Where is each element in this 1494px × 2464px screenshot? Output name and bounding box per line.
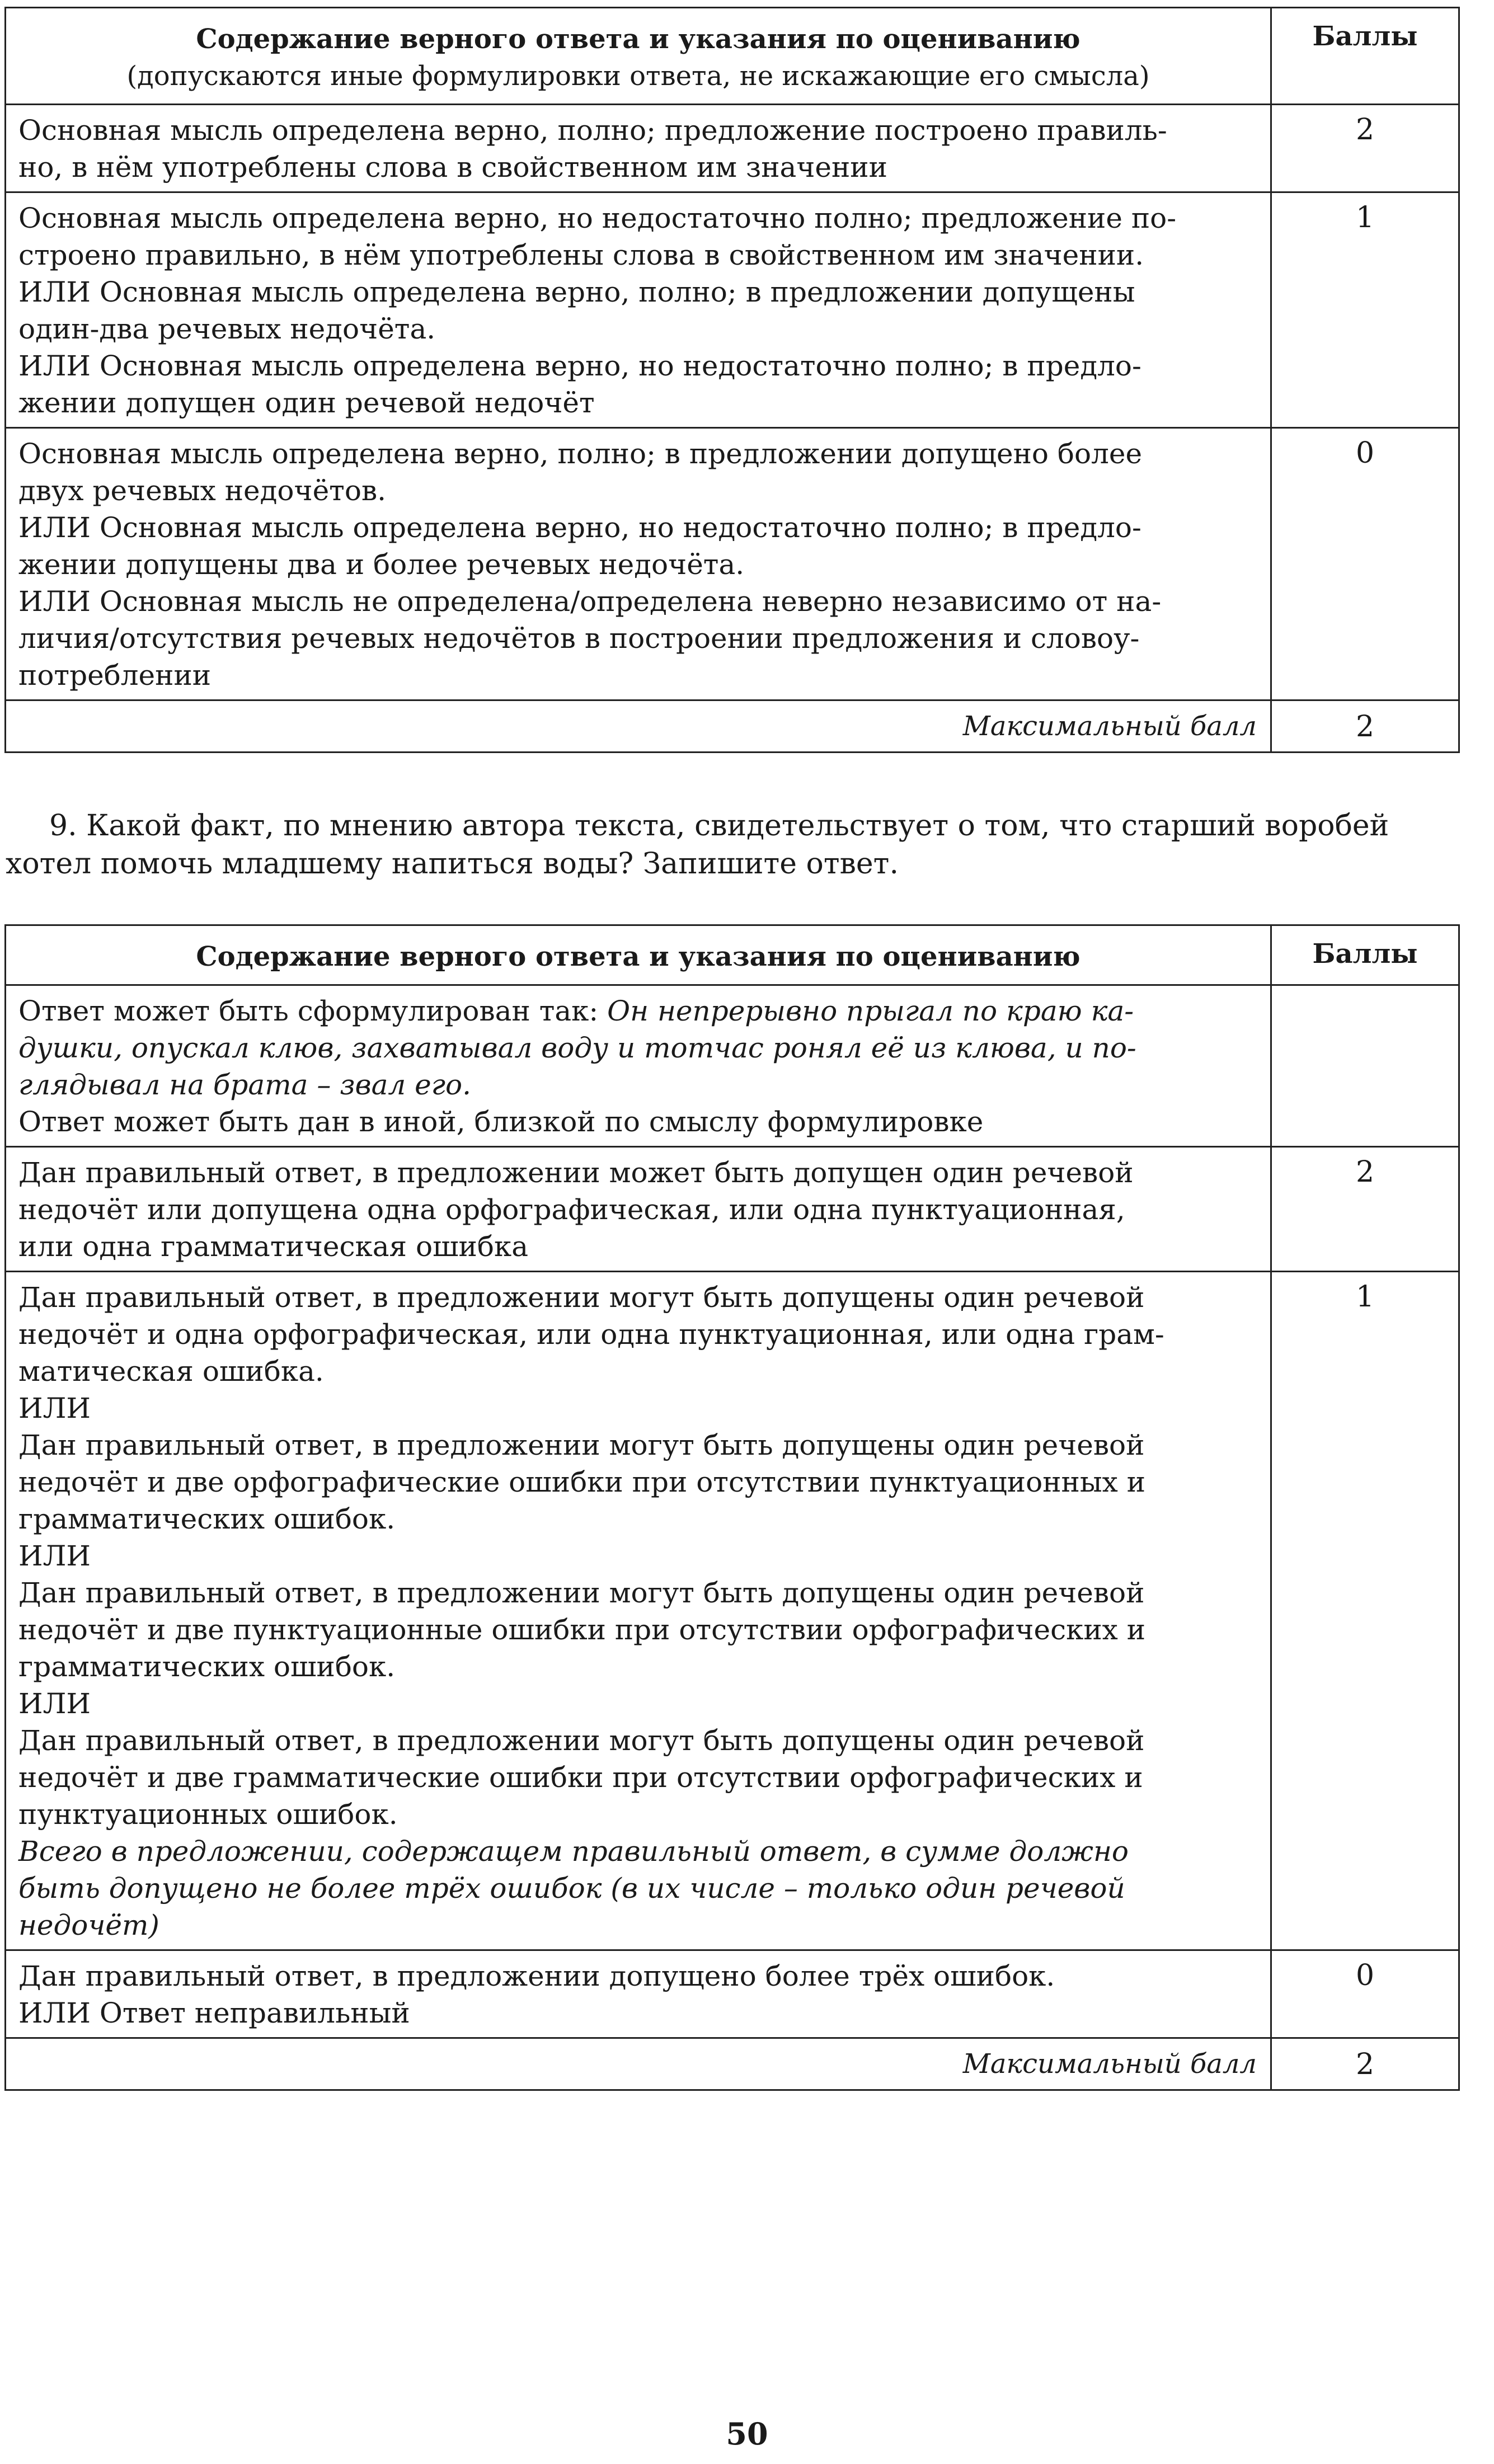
criterion-line: ИЛИ — [18, 1540, 91, 1572]
score-cell: 2 — [1271, 1147, 1459, 1272]
max-score-row — [6, 2038, 1459, 2090]
criterion-line: ИЛИ Основная мысль не определена/определена неверно независимо от на- — [18, 585, 1162, 618]
content-header: Содержание верного ответа и указания по оцениванию — [6, 925, 1271, 985]
criterion-line: ИЛИ Основная мысль определена верно, но недостаточно полно; в предло- — [18, 350, 1141, 382]
criterion-line: Основная мысль определена верно, но недостаточно полно; предложение по- — [18, 202, 1177, 234]
table-header-row — [6, 925, 1459, 985]
table-row — [6, 1272, 1459, 1950]
criterion-line: ИЛИ — [18, 1687, 91, 1720]
criterion-cell — [6, 1272, 1271, 1950]
max-score-label: Максимальный балл — [6, 700, 1271, 753]
criterion-cell — [6, 1147, 1271, 1272]
answer-sample: Он непрерывно прыгал по краю ка- — [607, 995, 1134, 1027]
page-number: 50 — [726, 2416, 768, 2452]
criterion-line: ИЛИ Основная мысль определена верно, но недостаточно полно; в предло- — [18, 511, 1141, 544]
table-header-row — [6, 8, 1459, 105]
max-score-label: Максимальный балл — [6, 2038, 1271, 2090]
criterion-line: недочёт и две грамматические ошибки при отсутствии орфографических и — [18, 1761, 1143, 1794]
max-score-value: 2 — [1271, 2038, 1459, 2090]
criterion-note: недочёт) — [18, 1909, 159, 1941]
score-cell: 1 — [1271, 1272, 1459, 1950]
criterion-line: недочёт и одна орфографическая, или одна пунктуационная, или одна грам- — [18, 1318, 1164, 1351]
score-cell-empty — [1271, 985, 1459, 1147]
criterion-line: потреблении — [18, 659, 212, 692]
criterion-line: Дан правильный ответ, в предложении может быть допущен один речевой — [18, 1156, 1134, 1189]
criterion-note: быть допущено не более трёх ошибок (в их числе – только один речевой — [18, 1872, 1125, 1905]
criterion-line: пунктуационных ошибок. — [18, 1798, 398, 1831]
answer-line — [18, 993, 1259, 1029]
criterion-line: недочёт и две орфографические ошибки при отсутствии пунктуационных и — [18, 1466, 1146, 1498]
table-row — [6, 985, 1459, 1147]
score-header: Баллы — [1271, 925, 1459, 985]
criterion-line: грамматических ошибок. — [18, 1650, 396, 1683]
criterion-cell — [6, 192, 1271, 428]
criterion-line: или одна грамматическая ошибка — [18, 1230, 529, 1263]
criterion-line: но, в нём употреблены слова в свойственном им значении — [18, 151, 887, 184]
table-row — [6, 105, 1459, 192]
criterion-cell — [6, 1950, 1271, 2038]
criterion-line: жении допущены два и более речевых недочёта. — [18, 548, 745, 581]
score-cell: 1 — [1271, 192, 1459, 428]
table-row — [6, 428, 1459, 700]
max-score-value: 2 — [1271, 700, 1459, 753]
answer-note: Ответ может быть дан в иной, близкой по смыслу формулировке — [18, 1106, 984, 1138]
criterion-line: ИЛИ — [18, 1392, 91, 1424]
question-line: 9. Какой факт, по мнению автора текста, свидетельствует о том, что старший воробей — [49, 809, 1389, 843]
score-header: Баллы — [1271, 8, 1459, 105]
criterion-line: жении допущен один речевой недочёт — [18, 387, 595, 419]
score-cell: 0 — [1271, 428, 1459, 700]
answer-sample: глядывал на брата – звал его. — [18, 1069, 472, 1101]
criterion-line: строено правильно, в нём употреблены слова в свойственном им значении. — [18, 239, 1144, 271]
criterion-line: двух речевых недочётов. — [18, 474, 386, 507]
question-9 — [6, 807, 1458, 883]
grading-table-1 — [4, 7, 1460, 753]
header-subtitle: (допускаются иные формулировки ответа, не искажающие его смысла) — [126, 60, 1150, 92]
grading-table-2 — [4, 924, 1460, 2091]
table-row — [6, 192, 1459, 428]
criterion-line: Основная мысль определена верно, полно; в предложении допущено более — [18, 438, 1143, 470]
max-score-row — [6, 700, 1459, 753]
criterion-line: Дан правильный ответ, в предложении могут быть допущены один речевой — [18, 1577, 1145, 1609]
table-row — [6, 1950, 1459, 2038]
answer-prefix: Ответ может быть сформулирован так: — [18, 995, 608, 1027]
criterion-line: недочёт или допущена одна орфографическая, или одна пунктуационная, — [18, 1193, 1125, 1226]
header-title: Содержание верного ответа и указания по оцениванию — [196, 23, 1080, 55]
criterion-line: Дан правильный ответ, в предложении могут быть допущены один речевой — [18, 1724, 1145, 1757]
criterion-line: личия/отсутствия речевых недочётов в построении предложения и словоу- — [18, 622, 1140, 655]
answer-cell — [6, 985, 1271, 1147]
criterion-line: матическая ошибка. — [18, 1355, 324, 1388]
answer-sample: душки, опускал клюв, захватывал воду и тотчас ронял её из клюва, и по- — [18, 1032, 1136, 1064]
criterion-line: один-два речевых недочёта. — [18, 313, 436, 345]
score-cell: 2 — [1271, 105, 1459, 192]
table-row — [6, 1147, 1459, 1272]
criterion-line: Дан правильный ответ, в предложении допущено более трёх ошибок. — [18, 1960, 1055, 1992]
criterion-line: Дан правильный ответ, в предложении могут быть допущены один речевой — [18, 1429, 1145, 1461]
criterion-line: ИЛИ Ответ неправильный — [18, 1997, 410, 2029]
score-cell: 0 — [1271, 1950, 1459, 2038]
criterion-note: Всего в предложении, содержащем правильный ответ, в сумме должно — [18, 1835, 1129, 1868]
criterion-line: Основная мысль определена верно, полно; предложение построено правиль- — [18, 114, 1167, 147]
criterion-line: Дан правильный ответ, в предложении могут быть допущены один речевой — [18, 1281, 1145, 1314]
criterion-line: грамматических ошибок. — [18, 1503, 396, 1535]
question-line: хотел помочь младшему напиться воды? Запишите ответ. — [6, 847, 899, 881]
content-header — [6, 8, 1271, 105]
criterion-cell — [6, 105, 1271, 192]
criterion-cell — [6, 428, 1271, 700]
criterion-line: ИЛИ Основная мысль определена верно, полно; в предложении допущены — [18, 276, 1135, 308]
criterion-line: недочёт и две пунктуационные ошибки при отсутствии орфографических и — [18, 1614, 1146, 1646]
